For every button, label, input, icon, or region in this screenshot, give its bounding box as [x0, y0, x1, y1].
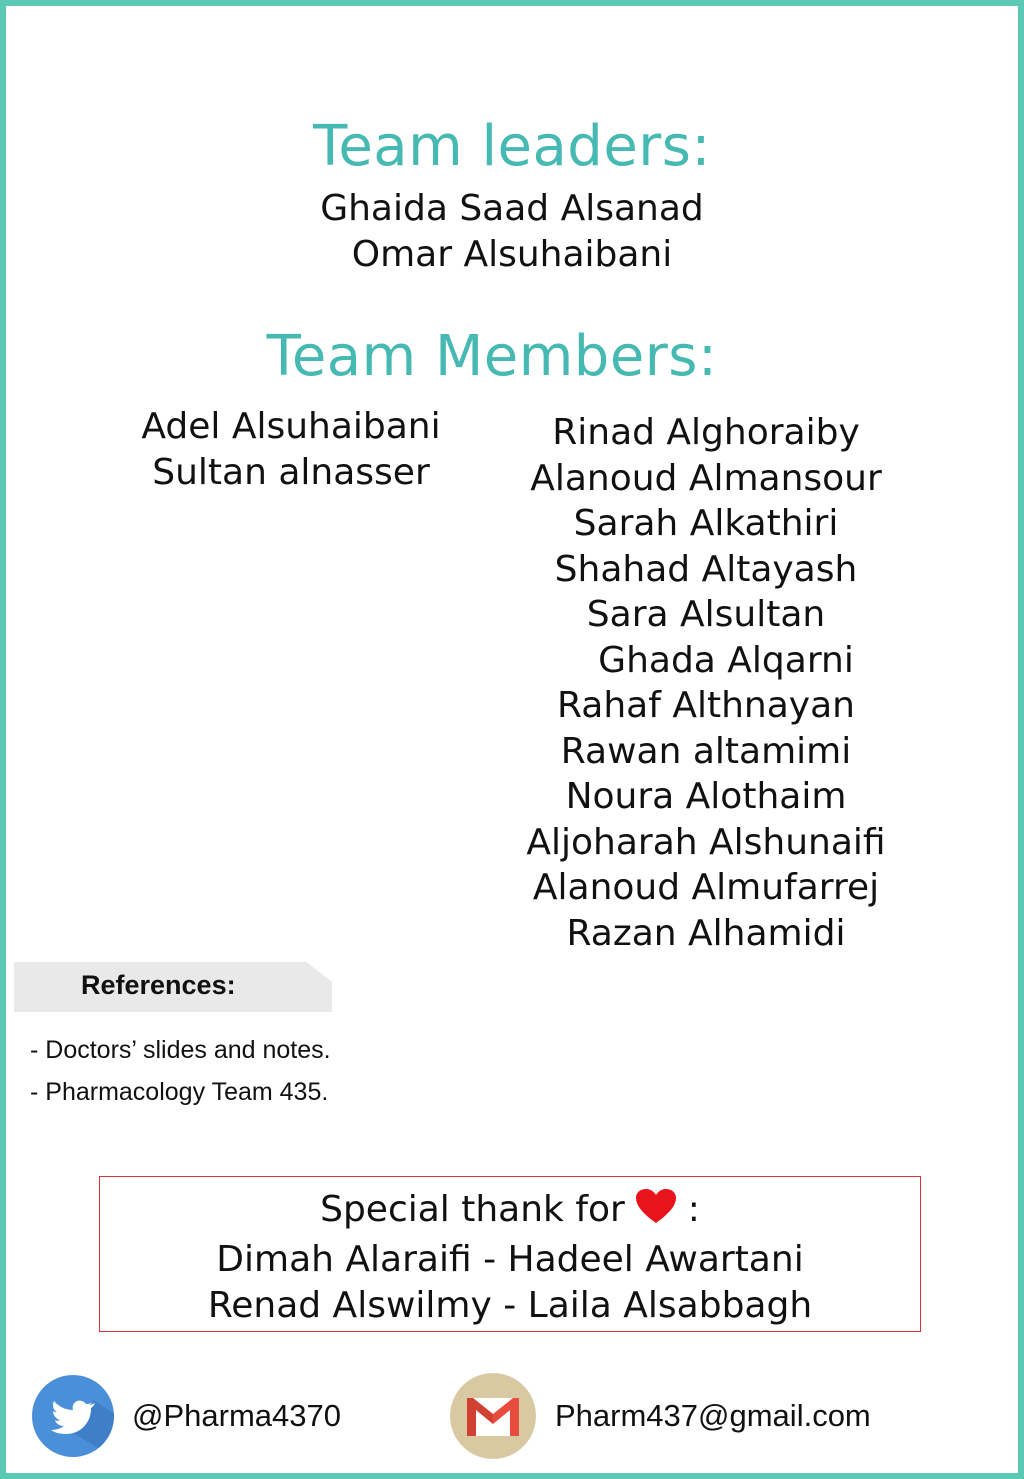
team-members-title: Team Members: — [266, 324, 718, 389]
member-name: Rinad Alghoraiby — [552, 412, 860, 453]
gmail-icon[interactable] — [449, 1372, 537, 1460]
email-address[interactable]: Pharm437@gmail.com — [555, 1398, 871, 1433]
reference-item: - Pharmacology Team 435. — [30, 1078, 329, 1106]
member-name: Alanoud Almufarrej — [532, 867, 880, 908]
member-name: Shahad Altayash — [554, 548, 858, 590]
references-heading: References: — [81, 970, 236, 1000]
thanks-names-line: Renad Alswilmy - Laila Alsabbagh — [207, 1285, 813, 1326]
heart-icon — [636, 1189, 676, 1237]
member-name: Noura Alothaim — [565, 776, 847, 817]
twitter-handle[interactable]: @Pharma4370 — [132, 1398, 341, 1433]
team-leaders-list — [6, 186, 1018, 278]
member-name: Alanoud Almansour — [530, 457, 882, 499]
twitter-icon[interactable] — [31, 1374, 115, 1458]
member-name: Aljoharah Alshunaifi — [526, 821, 886, 863]
member-name: Ghada Alqarni — [598, 639, 854, 681]
team-members-left-column — [126, 404, 456, 495]
member-name: Sara Alsultan — [586, 594, 826, 635]
member-name: Sultan alnasser — [152, 451, 430, 493]
thanks-names-line: Dimah Alaraifi - Hadeel Awartani — [216, 1239, 804, 1280]
member-name: Rahaf Althnayan — [557, 685, 855, 726]
leader-name: Omar Alsuhaibani — [351, 234, 673, 275]
member-name: Sarah Alkathiri — [573, 503, 839, 544]
reference-item: - Doctors’ slides and notes. — [30, 1036, 331, 1064]
member-name: Razan Alhamidi — [566, 912, 846, 954]
leader-name: Ghaida Saad Alsanad — [320, 188, 704, 229]
member-name: Adel Alsuhaibani — [141, 406, 441, 447]
member-name: Rawan altamimi — [560, 730, 852, 772]
thanks-heading-line — [100, 1187, 920, 1237]
special-thanks-box — [99, 1176, 921, 1332]
team-members-right-column — [496, 410, 916, 956]
team-leaders-title: Team leaders: — [313, 114, 711, 179]
thanks-prefix: Special thank for — [320, 1189, 625, 1230]
thanks-suffix: : — [687, 1189, 700, 1230]
